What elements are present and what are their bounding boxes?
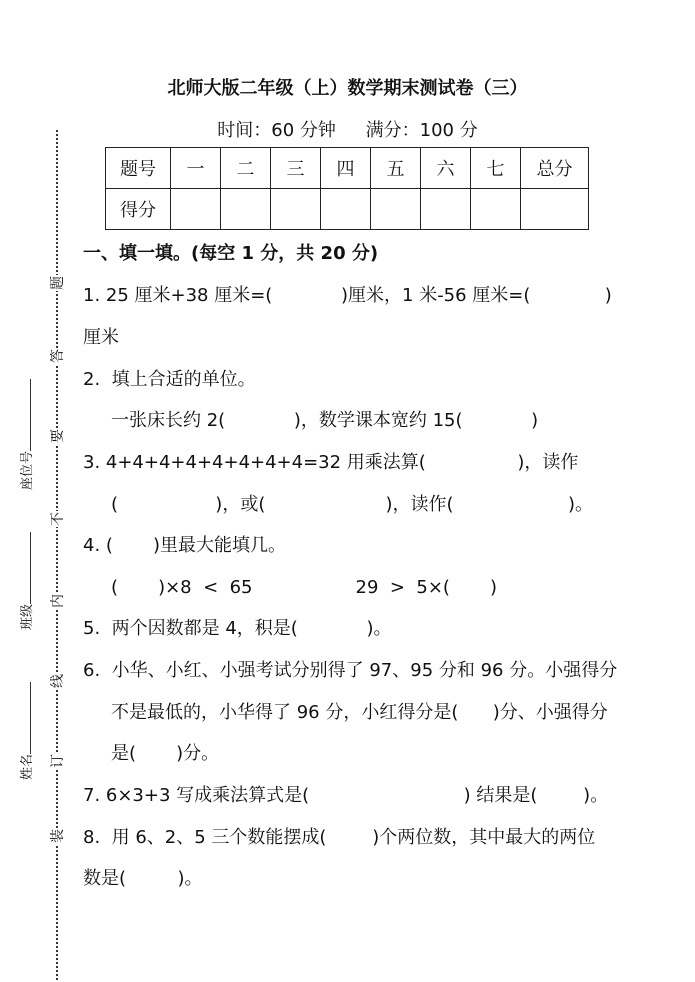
exam-info: [0, 116, 695, 142]
binding-char: 内: [50, 594, 66, 608]
question-line: 厘米: [83, 327, 119, 348]
score-table-header: [106, 148, 589, 189]
header-cell: 七: [471, 148, 521, 189]
row-label: 得分: [106, 189, 171, 230]
header-cell: 六: [421, 148, 471, 189]
binding-char: 装: [50, 829, 66, 843]
question-line: 数是( )。: [83, 868, 203, 889]
question-line: 2. 填上合适的单位。: [83, 369, 256, 390]
binding-char: 要: [50, 429, 66, 443]
score-cell[interactable]: [471, 189, 521, 230]
question-line: 3. 4+4+4+4+4+4+4+4=32 用乘法算( )，读作: [83, 452, 579, 473]
question-line: ( )，或( )，读作( )。: [111, 494, 593, 515]
header-cell: 四: [321, 148, 371, 189]
score-cell[interactable]: [221, 189, 271, 230]
header-cell: 一: [171, 148, 221, 189]
page-title: 北师大版二年级（上）数学期末测试卷（三）: [167, 78, 528, 99]
header-cell: 三: [271, 148, 321, 189]
question-line: ( )×8 < 65 29 > 5×( ): [111, 577, 497, 598]
header-cell: 题号: [106, 148, 171, 189]
binding-line: [56, 130, 58, 980]
name-label: 姓名: [20, 753, 35, 780]
header-cell: 五: [371, 148, 421, 189]
binding-char: 答: [50, 349, 66, 363]
binding-char: 不: [50, 512, 66, 526]
header-cell: 二: [221, 148, 271, 189]
seat-number-label: 座位号: [20, 450, 35, 490]
header-cell: 总分: [521, 148, 589, 189]
question-line: 5. 两个因数都是 4，积是( )。: [83, 618, 392, 639]
full-score: 满分：100 分: [365, 120, 478, 141]
score-cell[interactable]: [271, 189, 321, 230]
question-line: 8. 用 6、2、5 三个数能摆成( )个两位数，其中最大的两位: [83, 827, 596, 848]
class-label: 班级: [20, 603, 35, 630]
question-line: 是( )分。: [111, 743, 220, 764]
score-cell[interactable]: [521, 189, 589, 230]
score-cell[interactable]: [371, 189, 421, 230]
question-line: 一张床长约 2( )，数学课本宽约 15( ): [111, 410, 539, 431]
question-line: 不是最低的，小华得了 96 分，小红得分是( )分、小强得分: [111, 702, 608, 723]
question-line: 7. 6×3+3 写成乘法算式是( ) 结果是( )。: [83, 785, 609, 806]
question-line: 4. ( )里最大能填几。: [83, 535, 286, 556]
score-cell[interactable]: [421, 189, 471, 230]
binding-char: 题: [50, 276, 66, 290]
seat-number-field[interactable]: [16, 379, 35, 490]
score-table: [105, 147, 589, 230]
score-table-row: [106, 189, 589, 230]
binding-char: 订: [50, 754, 66, 768]
time-limit: 时间：60 分钟: [217, 120, 336, 141]
name-field[interactable]: [16, 682, 35, 780]
question-line: 1. 25 厘米+38 厘米=( )厘米，1 米-56 厘米=( ): [83, 285, 612, 306]
section-heading: 一、填一填。(每空 1 分，共 20 分): [83, 243, 379, 264]
question-line: 6. 小华、小红、小强考试分别得了 97、95 分和 96 分。小强得分: [83, 660, 618, 681]
score-cell[interactable]: [171, 189, 221, 230]
binding-char: 线: [50, 674, 66, 688]
score-cell[interactable]: [321, 189, 371, 230]
class-field[interactable]: [16, 532, 35, 630]
